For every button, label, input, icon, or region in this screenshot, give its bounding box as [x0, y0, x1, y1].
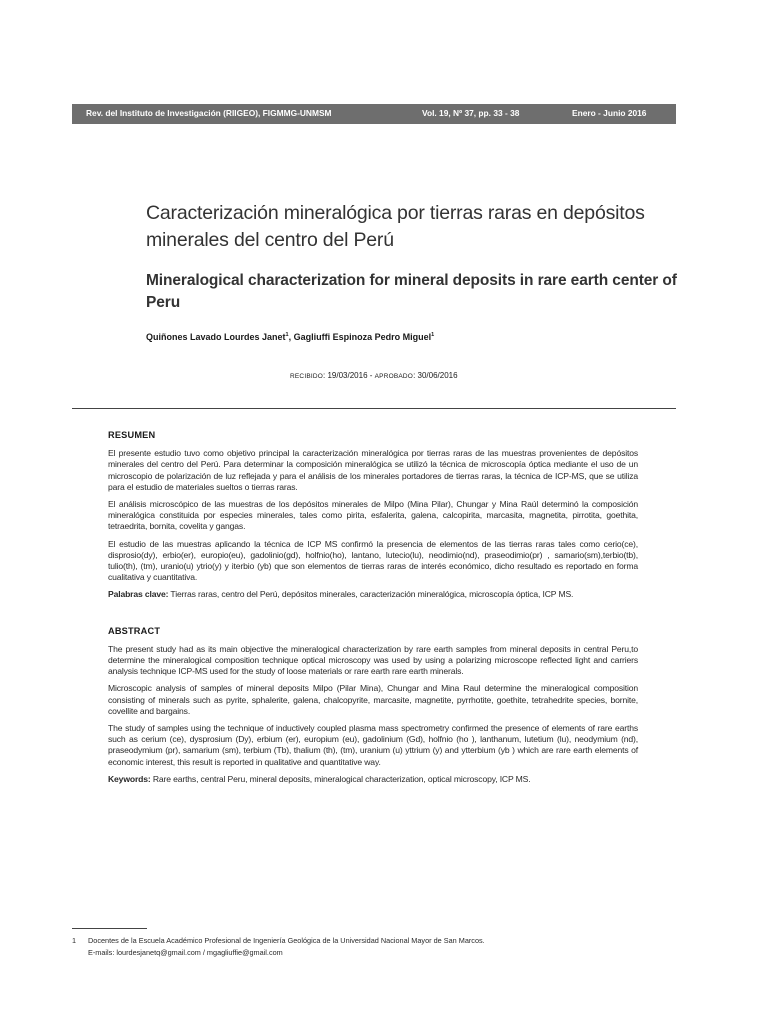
footnote-line-1 — [72, 935, 692, 947]
footnote — [72, 935, 692, 959]
approved-label: APROBADO — [374, 373, 414, 380]
resumen-paragraph-2: El análisis microscópico de las muestras de los depósitos minerales de Milpo (Mina Pilar), Chungar y Mina Raúl determinó la composición mineralógica constituida por especies minerales, tales como pirita, esfalerita, galena, calcopirita, marcasita, magnetita, pirrotita, goethita, tetraedrita, bornita, covelita y gangas. — [108, 499, 638, 532]
resumen-keywords-label: Palabras clave: — [108, 589, 169, 600]
journal-header-bar — [72, 104, 676, 124]
title-spanish: Caracterización mineralógica por tierras raras en depósitos minerales del centro del Perú — [146, 202, 645, 251]
footnote-affiliation: Docentes de la Escuela Académico Profesional de Ingeniería Geológica de la Universidad Nacional Mayor de San Marcos. — [88, 936, 485, 945]
footnote-divider — [72, 928, 147, 929]
abstract-heading: ABSTRACT — [108, 625, 161, 636]
approved-date: : 30/06/2016 — [413, 371, 458, 380]
received-label: RECIBIDO — [290, 373, 324, 380]
abstract-keywords-label: Keywords: — [108, 773, 151, 784]
resumen-keywords-text: Tierras raras, centro del Perú, depósitos minerales, caracterización mineralógica, microscopía óptica, ICP MS. — [168, 589, 574, 600]
author-1-affiliation-mark: 1 — [285, 332, 289, 338]
resumen-heading: RESUMEN — [108, 430, 156, 440]
author-separator: , — [288, 332, 294, 342]
resumen-paragraph-3: El estudio de las muestras aplicando la técnica de ICP MS confirmó la presencia de elementos de las tierras raras tales como cerio(ce), disprosio(dy), erbio(er), europio(eu), gadolinio(gd), holfnio(ho), lantano, lutecio(lu), neodimio(nd), praseodimio(pr) , samario(sm),terbio(tb), tulio(th), (tm), uranio(u) ytrio(y) y iterbio (yb) que son elementos de tierras raras de interés económico, dicho resultado es reportado en forma cualitativa y cuantitativa. — [108, 538, 638, 583]
header-divider — [72, 408, 676, 409]
article-body — [108, 430, 638, 791]
submission-dates — [290, 371, 458, 380]
author-2-affiliation-mark: 1 — [431, 332, 435, 338]
title-english: Mineralogical characterization for mineral deposits in rare earth center of Peru — [146, 272, 677, 311]
journal-name: Rev. del Instituto de Investigación (RIIGEO), FIGMMG-UNMSM — [86, 108, 332, 118]
author-2: Gagliuffi Espinoza Pedro Miguel — [293, 332, 432, 342]
journal-volume: Vol. 19, Nº 37, pp. 33 - 38 — [422, 108, 520, 118]
received-date: : 19/03/2016 - — [323, 371, 375, 380]
resumen-keywords — [108, 589, 638, 600]
abstract-keywords-text: Rare earths, central Peru, mineral deposits, mineralogical characterization, optical microscopy, ICP MS. — [150, 773, 531, 784]
resumen-section — [108, 430, 638, 601]
abstract-keywords — [108, 774, 638, 785]
abstract-paragraph-1: The present study had as its main objective the mineralogical characterization by rare earth samples from mineral deposits in central Peru,to determine the mineralogical composition technique optical microscopy was used by using a polarizing microscope reflected light and carriers analysis technique ICP-MS used for the study of loose materials or rare earth rare earth minerals. — [108, 643, 638, 677]
abstract-paragraph-3: The study of samples using the technique of inductively coupled plasma mass spectrometry confirmed the presence of elements of rare earths such as cerium (ce), dysprosium (Dy), erbium (er), europium (eu), gadolinium (Gd), holfnio (ho ), lanthanum, lutetium (lu), neodymium (nd), praseodymium (pr), samarium (sm), terbium (Tb), thalium (th), (tm), uranium (u) yttrium (y) and ytterbium (yb ) which are rare earth elements of economic interest, this result is reported in qualitative and quantitative way. — [108, 723, 638, 767]
resumen-paragraph-1: El presente estudio tuvo como objetivo principal la caracterización mineralógica por tierras raras de las muestras provenientes de depósitos minerales del centro del Perú. Para determinar la composición mineralógica se utilizó la técnica de microscopía óptica mediante el uso de un microscopio de polarización de luz reflejada y para el análisis de los minerales portadores de tierras raras, la técnica de ICP-MS, que se utiliza para el estudio de materiales sueltos o tierras raras. — [108, 448, 638, 492]
author-1: Quiñones Lavado Lourdes Janet — [146, 332, 286, 342]
abstract-paragraph-2: Microscopic analysis of samples of mineral deposits Milpo (Pilar Mina), Chungar and Mina Raul determine the mineralogical composition consisting of minerals such as pyrite, sphalerite, galena, chalcopyrite, marcasite, magnetite, pyrrhotite, goethite, tetrahedrite species, bornite, covellite and bargains. — [108, 683, 638, 716]
footnote-emails: E-mails: lourdesjanetq@gmail.com / mgagliuffie@gmail.com — [88, 948, 283, 957]
abstract-section — [108, 626, 638, 785]
footnote-number: 1 — [72, 936, 77, 945]
authors — [146, 332, 666, 342]
journal-date: Enero - Junio 2016 — [572, 108, 647, 118]
